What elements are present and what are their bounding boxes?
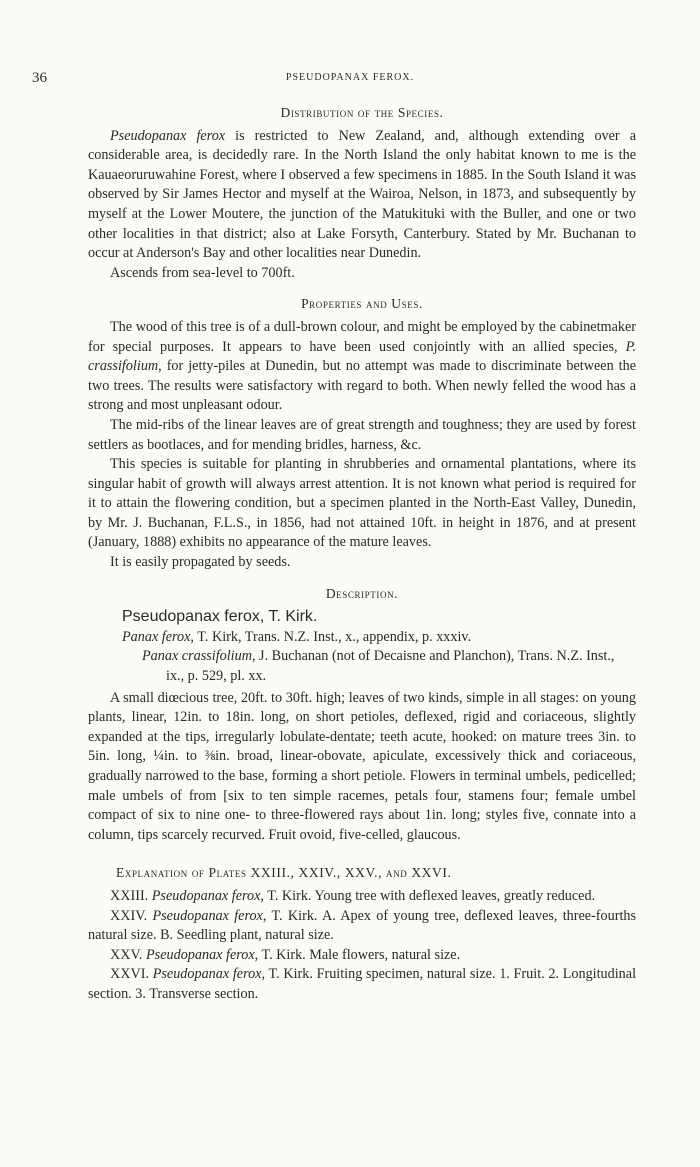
plate-caption: , T. Kirk. Young tree with deflexed leaves, greatly reduced. [260,887,596,904]
synonym-2-ref: , J. Buchanan (not of Decaisne and Planchon), Trans. N.Z. Inst., ix., p. 529, pl. xx. [166,648,615,685]
plate-item [88,946,636,966]
synonym-1 [88,628,636,648]
plate-item [88,887,636,907]
plate-caption: , T. Kirk. Fruiting specimen, natural size. 1. Fruit. 2. Longitudinal section. 3. Transverse section. [88,966,637,1002]
properties-heading: Properties and Uses. [301,296,423,312]
species-title [88,607,636,627]
plate-caption: , T. Kirk. A. Apex of young tree, deflexed leaves, three-fourths natural size. B. Seedling plant, natural size. [88,907,636,944]
plate-number: XXIV. [110,907,153,924]
properties-paragraph-wood [88,318,636,416]
distribution-heading: Distribution of the Species. [280,105,444,120]
description-paragraph: A small diœcious tree, 20ft. to 30ft. high; leaves of two kinds, simple in all stages: on young plants, linear, 12in. to 18in. long, on short petioles, deflexed, rigid and coriaceous, slightly expanded at the tips, irregularly lobulate-dentate; teeth acute, hooked: on mature trees 3in. to 5in. long, ¼in. to ⅜in. broad, linear-obovate, apiculate, excessively thick and coriaceous, gradually narrowed to the base, forming a short petiole. Flowers in terminal umbels, pedicelled; male umbels of from [six to ten simple racemes, petals four, stamens four; female umbel compact of six to nine one- to three-flowered rays about 1in. long; styles five, connate into a column, tips scarcely recurved. Fruit ovoid, five-celled, glaucous. [88,689,636,843]
page-number: 36 [32,70,47,86]
properties-text-a: The wood of this tree is of a dull-brown colour, and might be employed by the cabinetmaker for special purposes. It appears to have been used conjointly with an allied species, [88,318,636,355]
plate-item [88,907,636,946]
plate-number: XXVI. [110,966,153,983]
plate-species: Pseudopanax ferox [151,887,261,904]
properties-paragraph-propagation: It is easily propagated by seeds. [110,554,291,571]
synonym-1-name: Panax ferox [122,628,191,645]
plate-species: Pseudopanax ferox [152,907,263,924]
running-title: PSEUDOPANAX FEROX. [285,72,415,83]
plate-species: Pseudopanax ferox [146,946,255,963]
plate-number: XXIII. [110,887,152,904]
distribution-text: is restricted to New Zealand, and, although extending over a considerable area, is decidedly rare. In the North Island the only habitat known to me is the Kauaeoruruwahine Forest, where I observed a few specimens in 1885. In the South Island it was observed by Sir James Hector and myself at the Wairoa, Nelson, in 1873, and subsequently by myself at the Lower Moutere, the junction of the Matukituki with the Buller, and one or two other localities in that district; also at Lake Forsyth, Canterbury. Stated by Mr. Buchanan to occur at Anderson's Bay and other localities near Dunedin. [88,127,636,262]
species-title-name: Pseudopanax ferox [122,608,260,626]
synonym-1-ref: , T. Kirk, Trans. N.Z. Inst., x., appendix, p. xxxiv. [190,628,472,645]
plates-heading: Explanation of Plates XXIII., XXIV., XXV., and XXVI. [116,865,452,881]
allied-species-italic: P. crassifolium [88,338,636,375]
species-title-authority: , T. Kirk. [259,608,318,626]
synonym-2-name: Panax crassifolium [142,648,252,665]
plate-item [88,965,636,1004]
distribution-paragraph [88,127,636,264]
properties-paragraph-midribs: The mid-ribs of the linear leaves are of great strength and toughness; they are used by forest settlers as bootlaces, and for mending bridles, harness, &c. [88,416,636,453]
properties-paragraph-planting: This species is suitable for planting in shrubberies and ornamental plantations, where its singular habit of growth will always arrest attention. It is not known what period is required for it to attain the flowering condition, but a specimen planted in the North-East Valley, Dunedin, by Mr. J. Buchanan, F.L.S., in 1856, had not attained 10ft. in height in 1876, and at present (January, 1888) exhibits no appearance of the mature leaves. [88,456,636,551]
plate-caption: , T. Kirk. Male flowers, natural size. [254,946,461,963]
description-heading: Description. [325,585,399,601]
properties-text-b: , for jetty-piles at Dunedin, but no attempt was made to discriminate between the two trees. The results were satisfactory with regard to both. When newly felled the wood has a strong and most unpleasant odour. [88,358,636,414]
body-text [88,103,636,1005]
plate-species: Pseudopanax ferox [152,966,262,983]
species-name-italic: Pseudopanax ferox [110,127,226,144]
altitude-paragraph: Ascends from sea-level to 700ft. [110,264,295,281]
synonym-2 [88,647,636,686]
plate-number: XXV. [110,946,147,963]
